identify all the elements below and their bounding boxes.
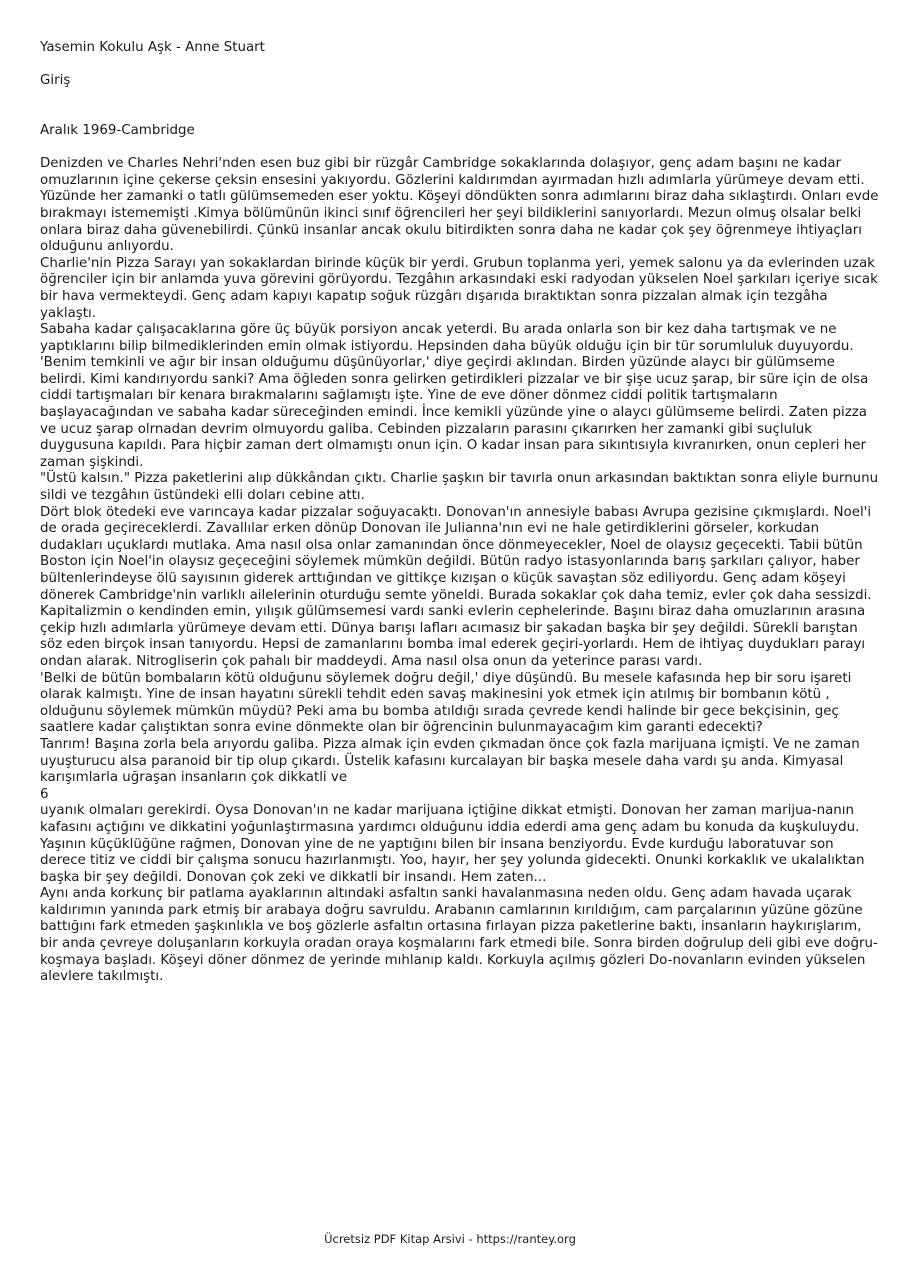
paragraph: "Üstü kalsın." Pizza paketlerini alıp dükkândan çıktı. Charlie şaşkın bir tavırla onun arkasından baktıktan sonra eliyle burnunu sildi ve tezgâhın üstündeki elli doları cebine attı. <box>40 471 879 504</box>
paragraph: Tanrım! Başına zorla bela arıyordu galiba. Pizza almak için evden çıkmadan önce çok fazla marijuana içmişti. Ve ne zaman uyuşturucu alsa paranoid bir tip olup çıkardı. Üstelik kafasını kurcalayan bir başka mesele daha vardı şu anda. Kimyasal karışımlarla uğraşan insanların çok dikkatli ve <box>40 736 860 786</box>
paragraph: Sabaha kadar çalışacaklarına göre üç büyük porsiyon ancak yeterdi. Bu arada onlarla son bir kez daha tartışmak ve ne yaptıklarını bilip bilmediklerinden emin olmak istiyordu. Hepsinden daha büyük olduğu için bir tür sorumluluk duyuyordu. <box>40 322 854 354</box>
footer-source: Ücretsiz PDF Kitap Arsivi - https://rantey.org <box>324 1232 576 1246</box>
section-heading: Giriş <box>40 73 71 89</box>
book-title: Yasemin Kokulu Aşk - Anne Stuart <box>40 40 265 55</box>
body-text <box>40 156 882 986</box>
paragraph: 'Benim temkinli ve ağır bir insan olduğumu düşünüyorlar,' diye geçirdi aklından. Birden yüzünde alaycı bir gülümseme belirdi. Kimi kandırıyordu sanki? Ama öğleden sonra gelirken getirdikleri pizzalar ve bir şişe ucuz şarap, bir süre için de olsa ciddi tartışmaları bir kenara bırakmalarını sağlamıştı işte. Yine de eve döner dönmez ciddi politik tartışmaların başlayacağından ve sabaha kadar süreceğinden emindi. İnce kemikli yüzünde yine o alaycı gülümseme belirdi. Zaten pizza ve ucuz şarap olrnadan devrim olmuyordu galiba. Cebinden pizzaların parasını çıkarırken her zamanki gibi suçluluk duygusuna kapıldı. Para hiçbir zaman dert olmamıştı onun için. O kadar insan para sıkıntısıyla kıvranırken, onun cepleri her zaman şişkindi. <box>40 355 869 470</box>
page-number-inline: 6 <box>40 786 49 802</box>
paragraph: Dört blok ötedeki eve varıncaya kadar pizzalar soğuyacaktı. Donovan'ın annesiyle babası Avrupa gezisine çıkmışlardı. Noel'i de orada geçireceklerdi. Zavallılar erken dönüp Donovan ile Julianna'nın evi ne hale getirdiklerini görseler, korkudan dudakları uçuklardı mutlaka. Ama nasıl olsa onlar zamanından önce dönmeyecekler, Noel de olaysız geçecekti. Tabii bütün Boston için Noel'in olaysız geçeceğini söylemek mümkün değildi. Bütün radyo istasyonlarında barış şarkıları çalıyor, haber bültenlerindeyse ölü sayısının giderek arttığından ve gittikçe kızışan o küçük savaştan söz ediliyordu. Genç adam köşeyi dönerek Cambridge'nin varlıklı ailelerinin oturduğu semte yöneldi. Burada sokaklar çok daha temiz, evler çok daha sessizdi. Kapitalizmin o kendinden emin, yılışık gülümsemesi vardı sanki evlerin cephelerinde. Başını biraz daha omuzlarının arasına çekip hızlı adımlarla yürümeye devam etti. Dünya barışı lafları acımasız bir şakadan başka bir şey değildi. Sürekli barıştan söz eden birçok insan tanıyordu. Hepsi de zamanlarını bomba imal ederek geçiri-yorlardı. Hem de ihtiyaç duydukları parayı ondan alarak. Nitrogliserin çok pahalı bir maddeydi. Ama nasıl olsa onun da yeterince parası vardı. <box>40 504 872 669</box>
paragraph: Denizden ve Charles Nehri'nden esen buz gibi bir rüzgâr Cambridge sokaklarında dolaşıyor, genç adam başını ne kadar omuzlarının içine çekerse çeksin ensesini yakıyordu. Gözlerini kaldırımdan ayırmadan hızlı adımlarla yürümeye devam etti. Yüzünde her zamanki o tatlı gülümsemeden eser yoktu. Köşeyi döndükten sonra adımlarını biraz daha sıklaştırdı. Onları evde bırakmayı istememişti .Kimya bölümünün ikinci sınıf öğrencileri her şeyi bildiklerini sanıyorlardı. Mezun olmuş olsalar belki onlara biraz daha güvenebilirdi. Çünkü insanlar ancak okulu bitirdikten sonra daha ne kadar çok şey öğrenmeye ihtiyaçları olduğunu anlıyordu. <box>40 156 879 255</box>
dateline: Aralık 1969-Cambridge <box>40 122 195 138</box>
paragraph: Aynı anda korkunç bir patlama ayaklarının altındaki asfaltın sanki havalanmasına neden oldu. Genç adam havada uçarak kaldırımın yanında park etmiş bir arabaya doğru savruldu. Arabanın camlarının kırıldığım, cam parçalarının yüzüne gözüne battığını fark etmeden şaşkınlıkla ve boş gözlerle asfaltın ortasına fırlayan pizza paketlerine baktı, insanların haykırışlarım, bir anda çevreye doluşanların korkuyla oradan oraya koşmalarını fark etmedi bile. Sonra birden doğrulup deli gibi eve doğru-koşmaya başladı. Köşeyi döner dönmez de yerinde mıhlanıp kaldı. Korkuyla açılmış gözleri Do-novanların evinden yükselen alevlere takılmıştı. <box>40 886 878 985</box>
paragraph: 'Belki de bütün bombaların kötü olduğunu söylemek doğru değil,' diye düşündü. Bu mesele kafasında hep bir soru işareti olarak kalmıştı. Yine de insan hayatını sürekli tehdit eden savaş makinesini yok etmek için atılmış bir bombanın kötü , olduğunu söylemek mümkün müydü? Peki ama bu bomba atıldığı sırada çevrede kendi halinde bir gece bekçisinin, geç saatlere kadar çalıştıktan sonra evine dönmekte olan bir öğrencinin bulunmayacağım kim garanti edecekti? <box>40 670 852 736</box>
document-page <box>40 40 882 986</box>
paragraph: Charlie'nin Pizza Sarayı yan sokaklardan birinde küçük bir yerdi. Grubun toplanma yeri, yemek salonu ya da evlerinden uzak öğrenciler için bir anlamda yuva görevini görüyordu. Tezgâhın arkasındaki eski radyodan yükselen Noel şarkıları içeriye sıcak bir hava vermekteydi. Genç adam kapıyı kapatıp soğuk rüzgârı dışarıda bıraktıktan sonra pizzalan almak için tezgâha yaklaştı. <box>40 255 878 321</box>
paragraph: uyanık olmaları gerekirdi. Oysa Donovan'ın ne kadar marijuana içtiğine dikkat etmişti. Donovan her zaman marijua-nanın kafasını açtığını ve dikkatini yoğunlaştırmasına yardımcı olduğunu iddia ederdi ama genç adam bu konuda da kuşkuluydu. Yaşının küçüklüğüne rağmen, Donovan yine de ne yaptığını bilen bir insana benziyordu. Evde kurduğu laboratuvar son derece titiz ve ciddi bir çalışma sonucu hazırlanmıştı. Yoo, hayır, her şey yolunda gidecekti. Onunki korkaklık ve ukalalıktan başka bir şey değildi. Donovan çok zeki ve dikkatli bir insandı. Hem zaten... <box>40 803 865 885</box>
